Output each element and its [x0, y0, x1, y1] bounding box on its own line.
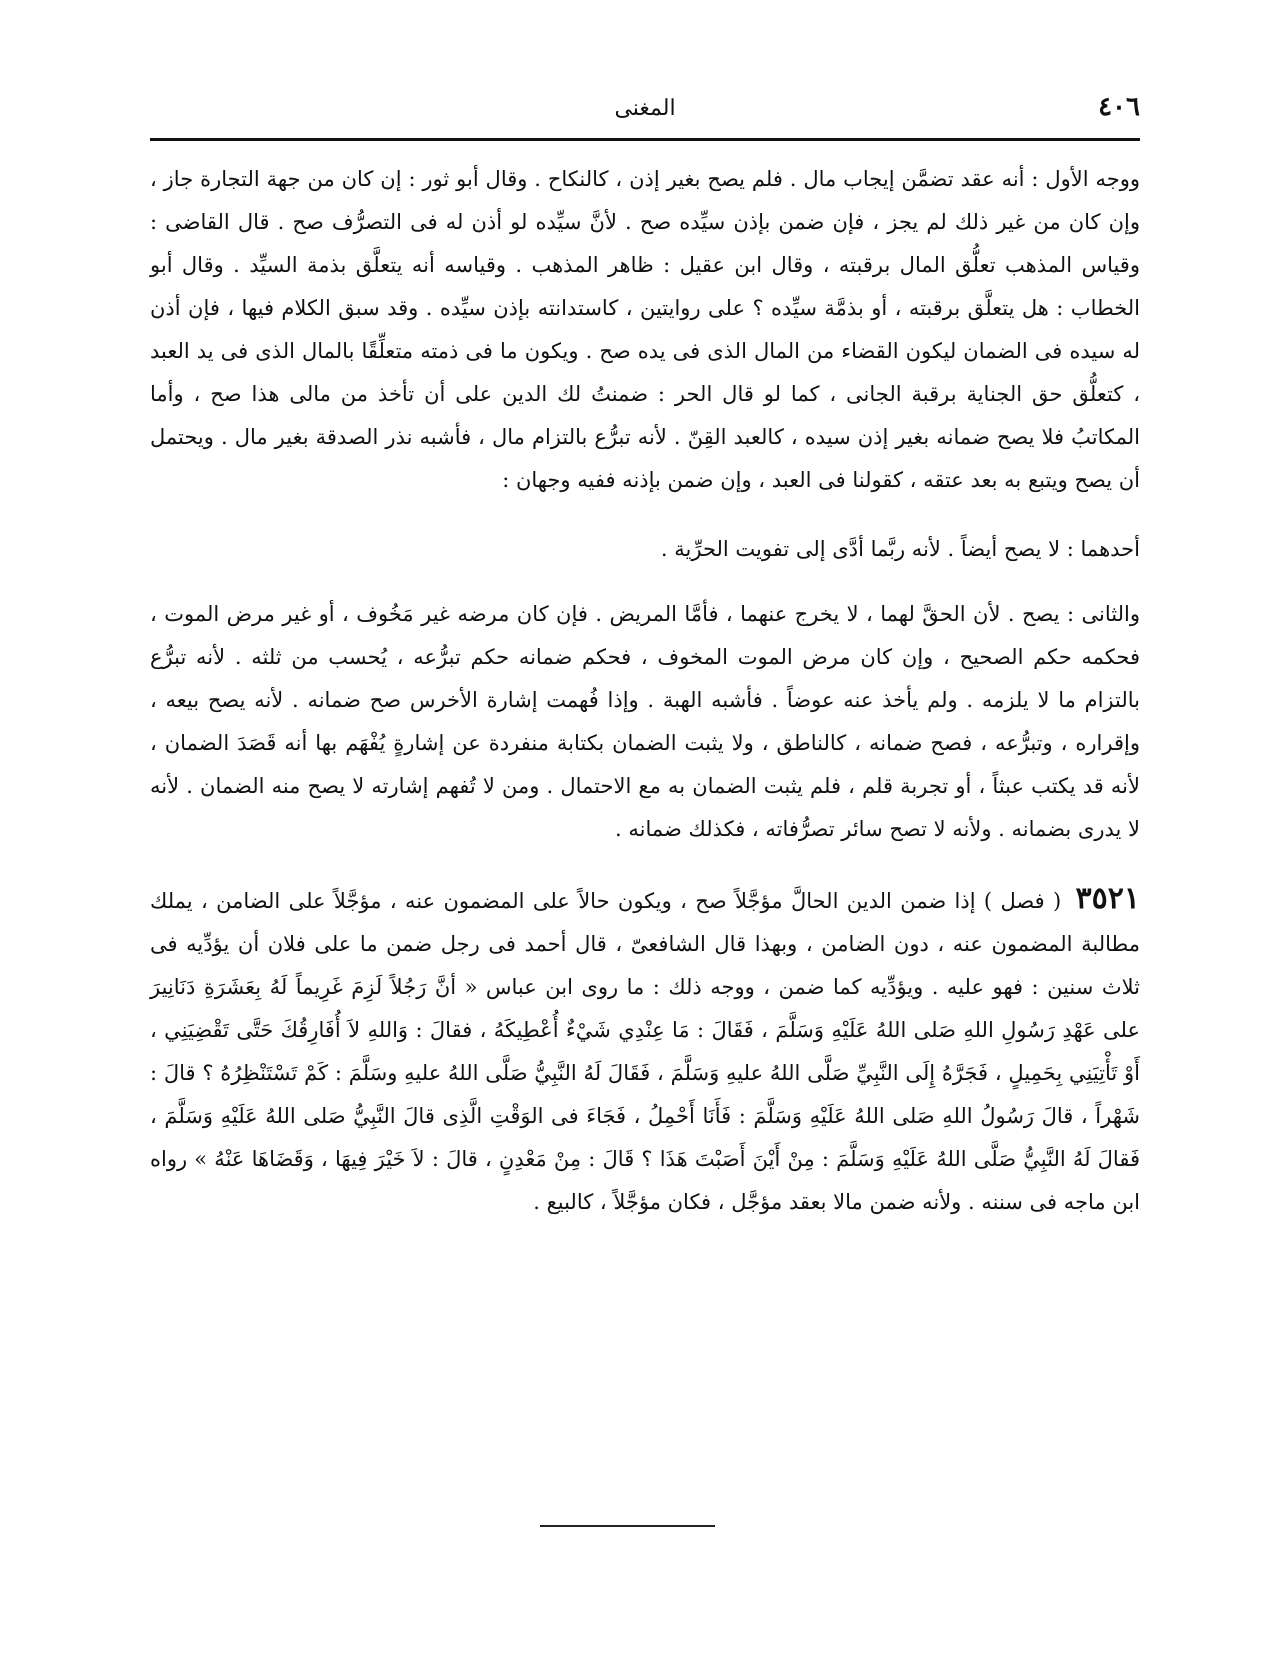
section-text: ( فصل ) إذا ضمن الدين الحالَّ مؤجَّلاً صح ، ويكون حالاً على المضمون عنه ، مؤجَّلاً على الضامن ، يملك مطالبة المضمون عنه ، دون الضامن ، وبهذا قال الشافعىّ ، قال أحمد فى رجل ضمن ما على فلان أن يؤدِّيه فى ثلاث سنين : فهو عليه . ويؤدِّيه كما ضمن ، ووجه ذلك : ما روى ابن عباس « أنَّ رَجُلاً لَزِمَ غَرِيماً لَهُ بِعَشَرَةِ دَنَانِيرَ على عَهْدِ رَسُولِ اللهِ صَلى اللهُ عَلَيْهِ وَسَلَّمَ ، فَقَالَ : مَا عِنْدِي شَيْءٌ أُعْطِيكَهُ ، فقالَ : وَاللهِ لاَ أُفَارِقُكَ حَتَّى تَقْضِيَنِي ، أَوْ تَأْتِيَنِي بِحَمِيلٍ ، فَجَرَّهُ إِلَى النَّبِيِّ صَلَّى اللهُ عليهِ وَسَلَّمَ ، فَقَالَ لَهُ النَّبِيُّ صَلَّى اللهُ عليهِ وسَلَّمَ : كَمْ تَسْتَنْظِرُهُ ؟ قالَ : شَهْراً ، قالَ رَسُولُ اللهِ صَلى اللهُ عَلَيْهِ وَسَلَّمَ : فَأَنَا أَحْمِلُ ، فَجَاءَ فى الوَقْتِ الَّذِى قالَ النَّبِيُّ صَلى اللهُ عَلَيْهِ وَسَلَّمَ ، فَقالَ لَهُ النَّبِيُّ صَلَّى اللهُ عَلَيْهِ وَسَلَّمَ : مِنْ أَيْنَ أَصَبْتَ هَذَا ؟ قَالَ : مِنْ مَعْدِنٍ ، قالَ : لاَ خَيْرَ فِيهَا ، وَقَضَاهَا عَنْهُ » رواه ابن ماجه فى سننه . ولأنه ضمن مالا بعقد مؤجَّل ، فكان مؤجَّلاً ، كالبيع . [150, 889, 1140, 1214]
page-number: ٤٠٦ [1098, 92, 1140, 122]
footer-rule [540, 1525, 715, 1527]
paragraph-2: أحدهما : لا يصح أيضاً . لأنه ربَّما أدَّى إلى تفويت الحرِّية . [660, 537, 1140, 561]
header-rule [150, 138, 1140, 141]
section-paragraph [150, 877, 1140, 1224]
paragraph-1: ووجه الأول : أنه عقد تضمَّن إيجاب مال . فلم يصح بغير إذن ، كالنكاح . وقال أبو ثور : إن كان من جهة التجارة جاز ، وإن كان من غير ذلك لم يجز ، فإن ضمن بإذن سيِّده صح . لأنَّ سيِّده لو أذن له فى التصرُّف صح . قال القاضى : وقياس المذهب تعلُّق المال برقبته ، وقال ابن عقيل : ظاهر المذهب . وقياسه أنه يتعلَّق بذمة السيِّد . وقال أبو الخطاب : هل يتعلَّق برقبته ، أو بذمَّة سيِّده ؟ على روايتين ، كاستدانته بإذن سيِّده . وقد سبق الكلام فيها ، فإن أذن له سيده فى الضمان ليكون القضاء من المال الذى فى يده صح . ويكون ما فى ذمته متعلِّقًا بالمال الذى فى يد العبد ، كتعلُّق حق الجناية برقبة الجانى ، كما لو قال الحر : ضمنتُ لك الدين على أن تأخذ من مالى هذا صح ، وأما المكاتبُ فلا يصح ضمانه بغير إذن سيده ، كالعبد القِنّ . لأنه تبرُّع بالتزام مال ، فأشبه نذر الصدقة بغير مال . ويحتمل أن يصح ويتبع به بعد عتقه ، كقولنا فى العبد ، وإن ضمن بإذنه ففيه وجهان : [150, 167, 1140, 492]
page-header [150, 88, 1140, 136]
running-title: المغنى [614, 96, 676, 121]
section-number: ٣٥٢١ [1075, 881, 1140, 916]
paragraph-3: والثانى : يصح . لأن الحقَّ لهما ، لا يخرج عنهما ، فأمَّا المريض . فإن كان مرضه غير مَخُوف ، أو غير مرض الموت ، فحكمه حكم الصحيح ، وإن كان مرض الموت المخوف ، فحكم ضمانه حكم تبرُّعه ، يُحسب من ثلثه . لأنه تبرُّع بالتزام ما لا يلزمه . ولم يأخذ عنه عوضاً . فأشبه الهبة . وإذا فُهمت إشارة الأخرس صح ضمانه . لأنه يصح بيعه ، وإقراره ، وتبرُّعه ، فصح ضمانه ، كالناطق ، ولا يثبت الضمان بكتابة منفردة عن إشارةٍ يُفْهَم بها أنه قَصَدَ الضمان ، لأنه قد يكتب عبثاً ، أو تجربة قلم ، فلم يثبت الضمان به مع الاحتمال . ومن لا تُفهم إشارته لا يصح منه الضمان . لأنه لا يدرى بضمانه . ولأنه لا تصح سائر تصرُّفاته ، فكذلك ضمانه . [150, 602, 1140, 841]
body-text [150, 158, 1140, 1250]
